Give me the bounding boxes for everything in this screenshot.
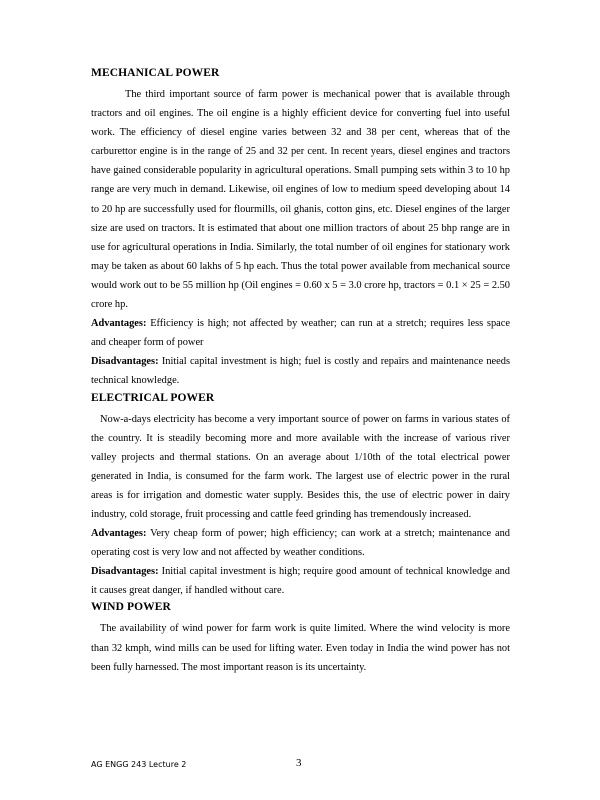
advantages-paragraph	[91, 314, 510, 352]
section-body: Now-a-days electricity has become a very important source of power on farms in various states of the country. It is steadily becoming more and more available with the increase of various river valley projects and thermal stations. On an average about 1/10th of the total electrical power generated in India, is consumed for the farm work. The largest use of electric power in the rural areas is for irrigation and domestic water supply. Besides this, the use of electric power in dairy industry, cold storage, fruit processing and cattle feed grinding has tremendously increased.	[91, 413, 510, 520]
disadvantages-paragraph	[91, 562, 510, 600]
section-heading: ELECTRICAL POWER	[91, 391, 215, 404]
advantages-text: Very cheap form of power; high efficiency; can work at a stretch; maintenance and operating cost is very low and not affected by weather conditions.	[91, 528, 510, 559]
disadvantages-text: Initial capital investment is high; fuel is costly and repairs and maintenance needs technical knowledge.	[91, 356, 510, 387]
advantages-paragraph	[91, 524, 510, 562]
document-page	[91, 66, 510, 677]
section-electrical-power	[91, 391, 510, 601]
disadvantages-text: Initial capital investment is high; require good amount of technical knowledge and it causes great danger, if handled without care.	[91, 566, 510, 597]
advantages-label: Advantages:	[91, 318, 147, 330]
disadvantages-paragraph	[91, 352, 510, 390]
section-body: The availability of wind power for farm work is quite limited. Where the wind velocity is more than 32 kmph, wind mills can be used for lifting water. Even today in India the wind power has not been fully harnessed. The most important reason is its uncertainty.	[91, 623, 510, 673]
advantages-label: Advantages:	[91, 528, 147, 540]
section-mechanical-power	[91, 66, 510, 391]
section-heading: WIND POWER	[91, 601, 171, 614]
disadvantages-label: Disadvantages:	[91, 566, 159, 578]
footer-course-label: AG ENGG 243 Lecture 2	[91, 760, 187, 769]
section-body: The third important source of farm power is mechanical power that is available through tractors and oil engines. The oil engine is a highly efficient device for converting fuel into useful work. The efficiency of diesel engine varies between 32 and 38 per cent, whereas that of the carburettor engine is in the range of 25 and 32 per cent. In recent years, diesel engines and tractors have gained considerable popularity in agricultural operations. Small pumping sets within 3 to 10 hp range are very much in demand. Likewise, oil engines of low to medium speed developing about 14 to 20 hp are successfully used for flourmills, oil ghanis, cotton gins, etc. Diesel engines of the larger size are used on tractors. It is estimated that about one million tractors of about 25 bhp range are in use for agricultural operations in India. Similarly, the total number of oil engines for stationary work may be taken as about 60 lakhs of 5 hp each. Thus the total power available from mechanical source would work out to be 55 million hp (Oil engines = 0.60 x 5 = 3.0 crore hp, tractors = 0.1 × 25 = 2.50 crore hp.	[91, 89, 510, 311]
section-wind-power	[91, 600, 510, 676]
disadvantages-label: Disadvantages:	[91, 356, 159, 368]
section-heading: MECHANICAL POWER	[91, 67, 220, 79]
footer-page-number: 3	[296, 757, 302, 769]
advantages-text: Efficiency is high; not affected by weather; can run at a stretch; requires less space and cheaper form of power	[91, 318, 510, 349]
